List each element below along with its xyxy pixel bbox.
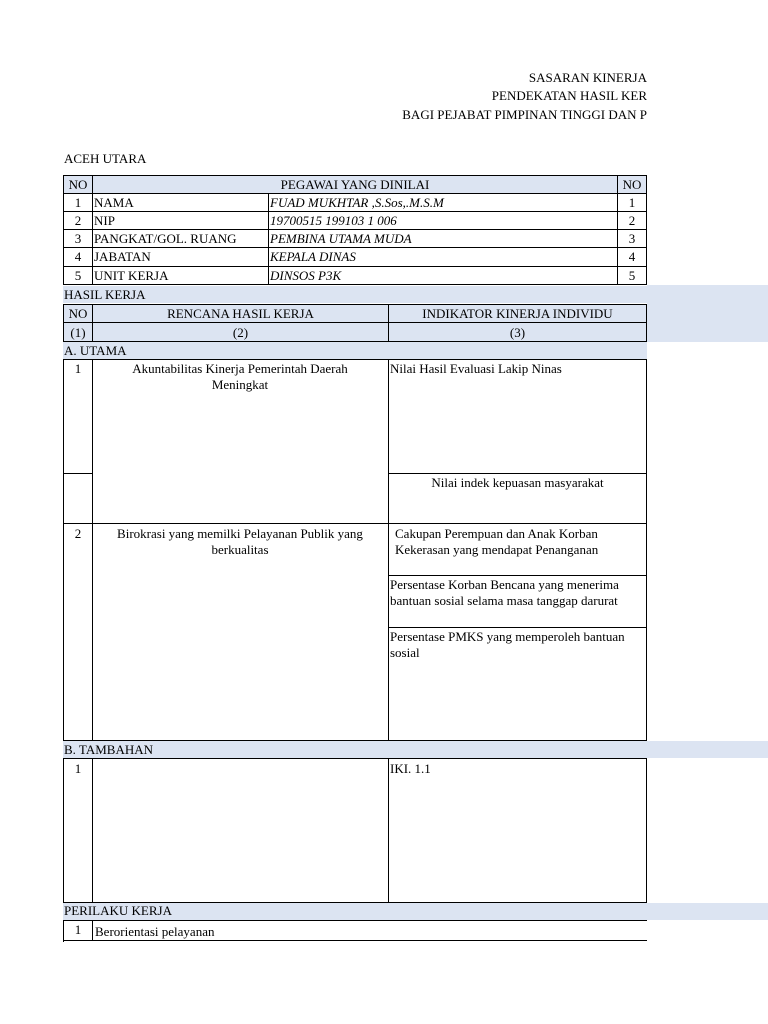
hasil-num-rencana: (2) (232, 325, 249, 340)
row-no-right: 1 (628, 195, 636, 210)
row-label: JABATAN (94, 249, 151, 264)
utama-item-rencana: Birokrasi yang memilki Pelayanan Publik yang berkualitas (117, 526, 363, 557)
doc-title-line-1: SASARAN KINERJA (528, 70, 647, 85)
row-no: 3 (74, 231, 82, 246)
utama-item-no: 2 (74, 526, 82, 541)
row-value: KEPALA DINAS (270, 249, 356, 264)
hasil-kerja-label: HASIL KERJA (64, 287, 146, 302)
utama-label-fill (63, 342, 647, 359)
row-value: DINSOS P3K (270, 268, 342, 283)
pegawai-col-no-right: NO (622, 177, 642, 192)
utama-item-no: 1 (74, 361, 82, 376)
doc-title-line-2: PENDEKATAN HASIL KER (491, 88, 647, 103)
perilaku-item-text: Berorientasi pelayanan (95, 924, 215, 939)
hasil-num-indikator: (3) (509, 325, 526, 340)
row-no-right: 4 (628, 249, 636, 264)
utama-item-indikator: Persentase PMKS yang memperoleh bantuan sosial (390, 629, 625, 660)
tambahan-item-no: 1 (74, 761, 82, 776)
row-no-right: 5 (628, 268, 636, 283)
hasil-col-indikator: INDIKATOR KINERJA INDIVIDU (422, 306, 613, 321)
region-label: ACEH UTARA (64, 151, 147, 166)
tambahan-label: B. TAMBAHAN (64, 742, 154, 757)
utama-item-indikator: Cakupan Perempuan dan Anak Korban Kekerasan yang mendapat Penanganan (395, 526, 599, 557)
row-no: 1 (74, 195, 82, 210)
row-no-right: 2 (628, 213, 636, 228)
tambahan-item-indikator: IKI. 1.1 (390, 761, 431, 776)
row-label: PANGKAT/GOL. RUANG (94, 231, 237, 246)
hasil-num-no: (1) (70, 325, 86, 340)
tambahan-label-fill (63, 741, 768, 758)
utama-item-rencana: Akuntabilitas Kinerja Pemerintah Daerah Meningkat (132, 361, 348, 392)
row-no: 4 (74, 249, 82, 264)
row-value: FUAD MUKHTAR ,S.Sos,.M.S.M (270, 195, 444, 210)
perilaku-item-no: 1 (74, 922, 82, 937)
side-band-top (647, 285, 768, 342)
row-label: NIP (94, 213, 115, 228)
utama-label: A. UTAMA (64, 343, 127, 358)
utama-item-indikator: Nilai indek kepuasan masyarakat (431, 475, 604, 490)
row-label: NAMA (94, 195, 134, 210)
utama-item-indikator: Nilai Hasil Evaluasi Lakip Ninas (390, 361, 562, 376)
row-label: UNIT KERJA (94, 268, 169, 283)
hasil-col-no: NO (68, 306, 88, 321)
perilaku-label: PERILAKU KERJA (64, 903, 172, 918)
utama-item-indikator: Persentase Korban Bencana yang menerima bantuan sosial selama masa tanggap darurat (390, 577, 619, 608)
pegawai-col-title: PEGAWAI YANG DINILAI (280, 177, 430, 192)
row-no-right: 3 (628, 231, 636, 246)
hasil-col-rencana: RENCANA HASIL KERJA (167, 306, 314, 321)
hasil-kerja-label-fill (63, 286, 647, 303)
pegawai-col-no: NO (68, 177, 88, 192)
tambahan-table-border (63, 758, 647, 903)
row-value: PEMBINA UTAMA MUDA (270, 231, 412, 246)
row-value: 19700515 199103 1 006 (270, 213, 397, 228)
doc-title-line-3: BAGI PEJABAT PIMPINAN TINGGI DAN P (402, 107, 647, 122)
row-no: 5 (74, 268, 82, 283)
row-no: 2 (74, 213, 82, 228)
